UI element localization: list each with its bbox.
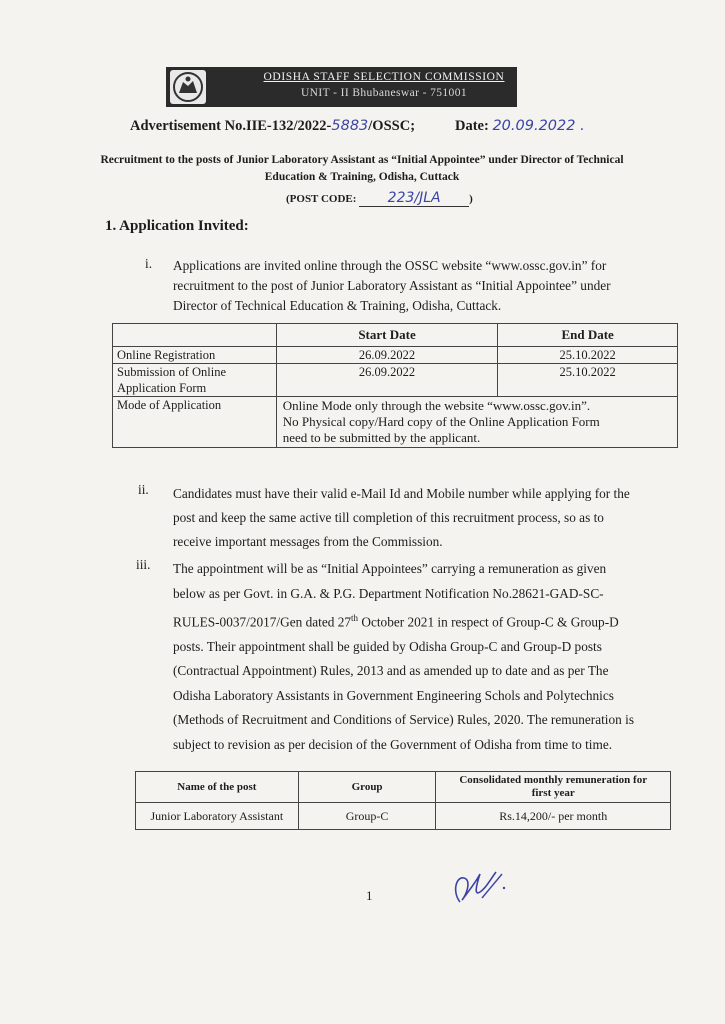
- mode-value: [276, 397, 677, 448]
- row-label-line-1: Submission of Online: [117, 365, 227, 379]
- date-label: Date:: [455, 118, 489, 134]
- item-iii-line-3a: RULES-0037/2017/Gen dated 27: [173, 614, 352, 630]
- header-banner: [166, 67, 517, 107]
- table-row: [113, 324, 678, 347]
- advertisement-label: Advertisement No.IIE-132/2022-: [130, 118, 332, 134]
- item-i-text: [173, 256, 680, 316]
- remuneration-header-line-2: first year: [531, 787, 575, 799]
- table-header-remuneration: [436, 772, 671, 803]
- row-label: Online Registration: [113, 347, 277, 364]
- section-heading: 1. Application Invited:: [105, 218, 249, 234]
- dates-table: [112, 323, 678, 448]
- item-iii-superscript: th: [351, 613, 359, 623]
- post-code: [286, 190, 473, 207]
- row-start-date: 26.09.2022: [276, 364, 498, 397]
- table-header-start: Start Date: [276, 324, 498, 347]
- row-label: [113, 364, 277, 397]
- item-ii-number: ii.: [138, 482, 149, 497]
- item-i-number: i.: [145, 256, 153, 271]
- advertisement-number: 5883: [331, 118, 369, 134]
- post-code-close: ): [469, 193, 473, 205]
- item-i-line-3: Director of Technical Education & Training, Odisha, Cuttack.: [173, 298, 502, 313]
- item-iii-line-1: The appointment will be as “Initial Appointees” carrying a remuneration as given: [173, 561, 607, 576]
- item-iii-line-3: [173, 606, 680, 635]
- item-iii-line-2: below as per Govt. in G.A. & P.G. Department Notification No.28621-GAD-SC-: [173, 585, 604, 601]
- cell-remuneration: Rs.14,200/- per month: [436, 803, 671, 830]
- advertisement-date: [455, 118, 585, 135]
- organization-address: UNIT - II Bhubaneswar - 751001: [300, 87, 468, 99]
- table-row: [113, 397, 678, 448]
- item-iii-line-6: Odisha Laboratory Assistants in Government Engineering Schols and Polytechnics: [173, 687, 614, 703]
- item-iii-line-8: subject to revision as per decision of the Government of Odisha from time to time.: [173, 736, 613, 752]
- table-header-empty: [113, 324, 277, 347]
- table-row: [113, 364, 678, 397]
- table-header-end: End Date: [498, 324, 678, 347]
- table-header-group: Group: [298, 772, 436, 803]
- table-row: [113, 347, 678, 364]
- table-row: [136, 772, 671, 803]
- recruitment-line-2: Education & Training, Odisha, Cuttack: [264, 171, 460, 183]
- item-i-line-1: Applications are invited online through the OSSC website “www.ossc.gov.in” for: [173, 258, 607, 273]
- table-header-post: Name of the post: [136, 772, 299, 803]
- post-code-label: (POST CODE:: [286, 193, 357, 205]
- page-number: 1: [366, 888, 373, 903]
- remuneration-header-line-1: Consolidated monthly remuneration for: [459, 774, 648, 786]
- item-ii-line-3: receive important messages from the Commission.: [173, 534, 443, 549]
- item-iii-line-4: posts. Their appointment shall be guided by Odisha Group-C and Group-D posts: [173, 638, 602, 654]
- remuneration-table: [135, 771, 671, 830]
- mode-line-2: No Physical copy/Hard copy of the Online Application Form: [282, 414, 600, 429]
- item-ii-line-2: post and keep the same active till completion of this recruitment process, so as to: [173, 510, 604, 525]
- item-iii-line-3b: October 2021 in respect of Group-C & Group-D: [358, 614, 619, 630]
- item-iii-line-7: (Methods of Recruitment and Conditions of Service) Rules, 2020. The remuneration is: [173, 712, 634, 728]
- mode-label: Mode of Application: [113, 397, 277, 448]
- item-iii-text: [173, 557, 680, 757]
- mode-line-3: need to be submitted by the applicant.: [282, 430, 481, 445]
- item-i-line-2: recruitment to the post of Junior Laboratory Assistant as “Initial Appointee” under: [173, 278, 611, 293]
- item-ii-text: [173, 482, 680, 554]
- item-iii-number: iii.: [136, 557, 151, 572]
- recruitment-line-1: Recruitment to the posts of Junior Laboratory Assistant as “Initial Appointee” under Director of Technical: [100, 154, 624, 166]
- item-ii-line-1: Candidates must have their valid e-Mail Id and Mobile number while applying for the: [173, 486, 630, 501]
- recruitment-heading: [56, 152, 668, 186]
- mode-line-1: Online Mode only through the website “www.ossc.gov.in”.: [282, 398, 591, 413]
- row-start-date: 26.09.2022: [276, 347, 498, 364]
- row-end-date: 25.10.2022: [498, 364, 678, 397]
- odisha-emblem-icon: [170, 70, 206, 104]
- advertisement-line: [130, 118, 650, 135]
- cell-group: Group-C: [298, 803, 436, 830]
- organization-name: ODISHA STAFF SELECTION COMMISSION: [263, 71, 505, 83]
- item-iii-line-5: (Contractual Appointment) Rules, 2013 and as amended up to date and as per The: [173, 663, 609, 679]
- row-label-line-2: Application Form: [117, 381, 207, 395]
- post-code-value: 223/JLA: [359, 190, 469, 207]
- signature-icon: [446, 862, 510, 910]
- table-row: [136, 803, 671, 830]
- row-end-date: 25.10.2022: [498, 347, 678, 364]
- date-value: 20.09.2022 .: [492, 118, 585, 134]
- advertisement-suffix: /OSSC;: [368, 118, 416, 134]
- cell-post-name: Junior Laboratory Assistant: [136, 803, 299, 830]
